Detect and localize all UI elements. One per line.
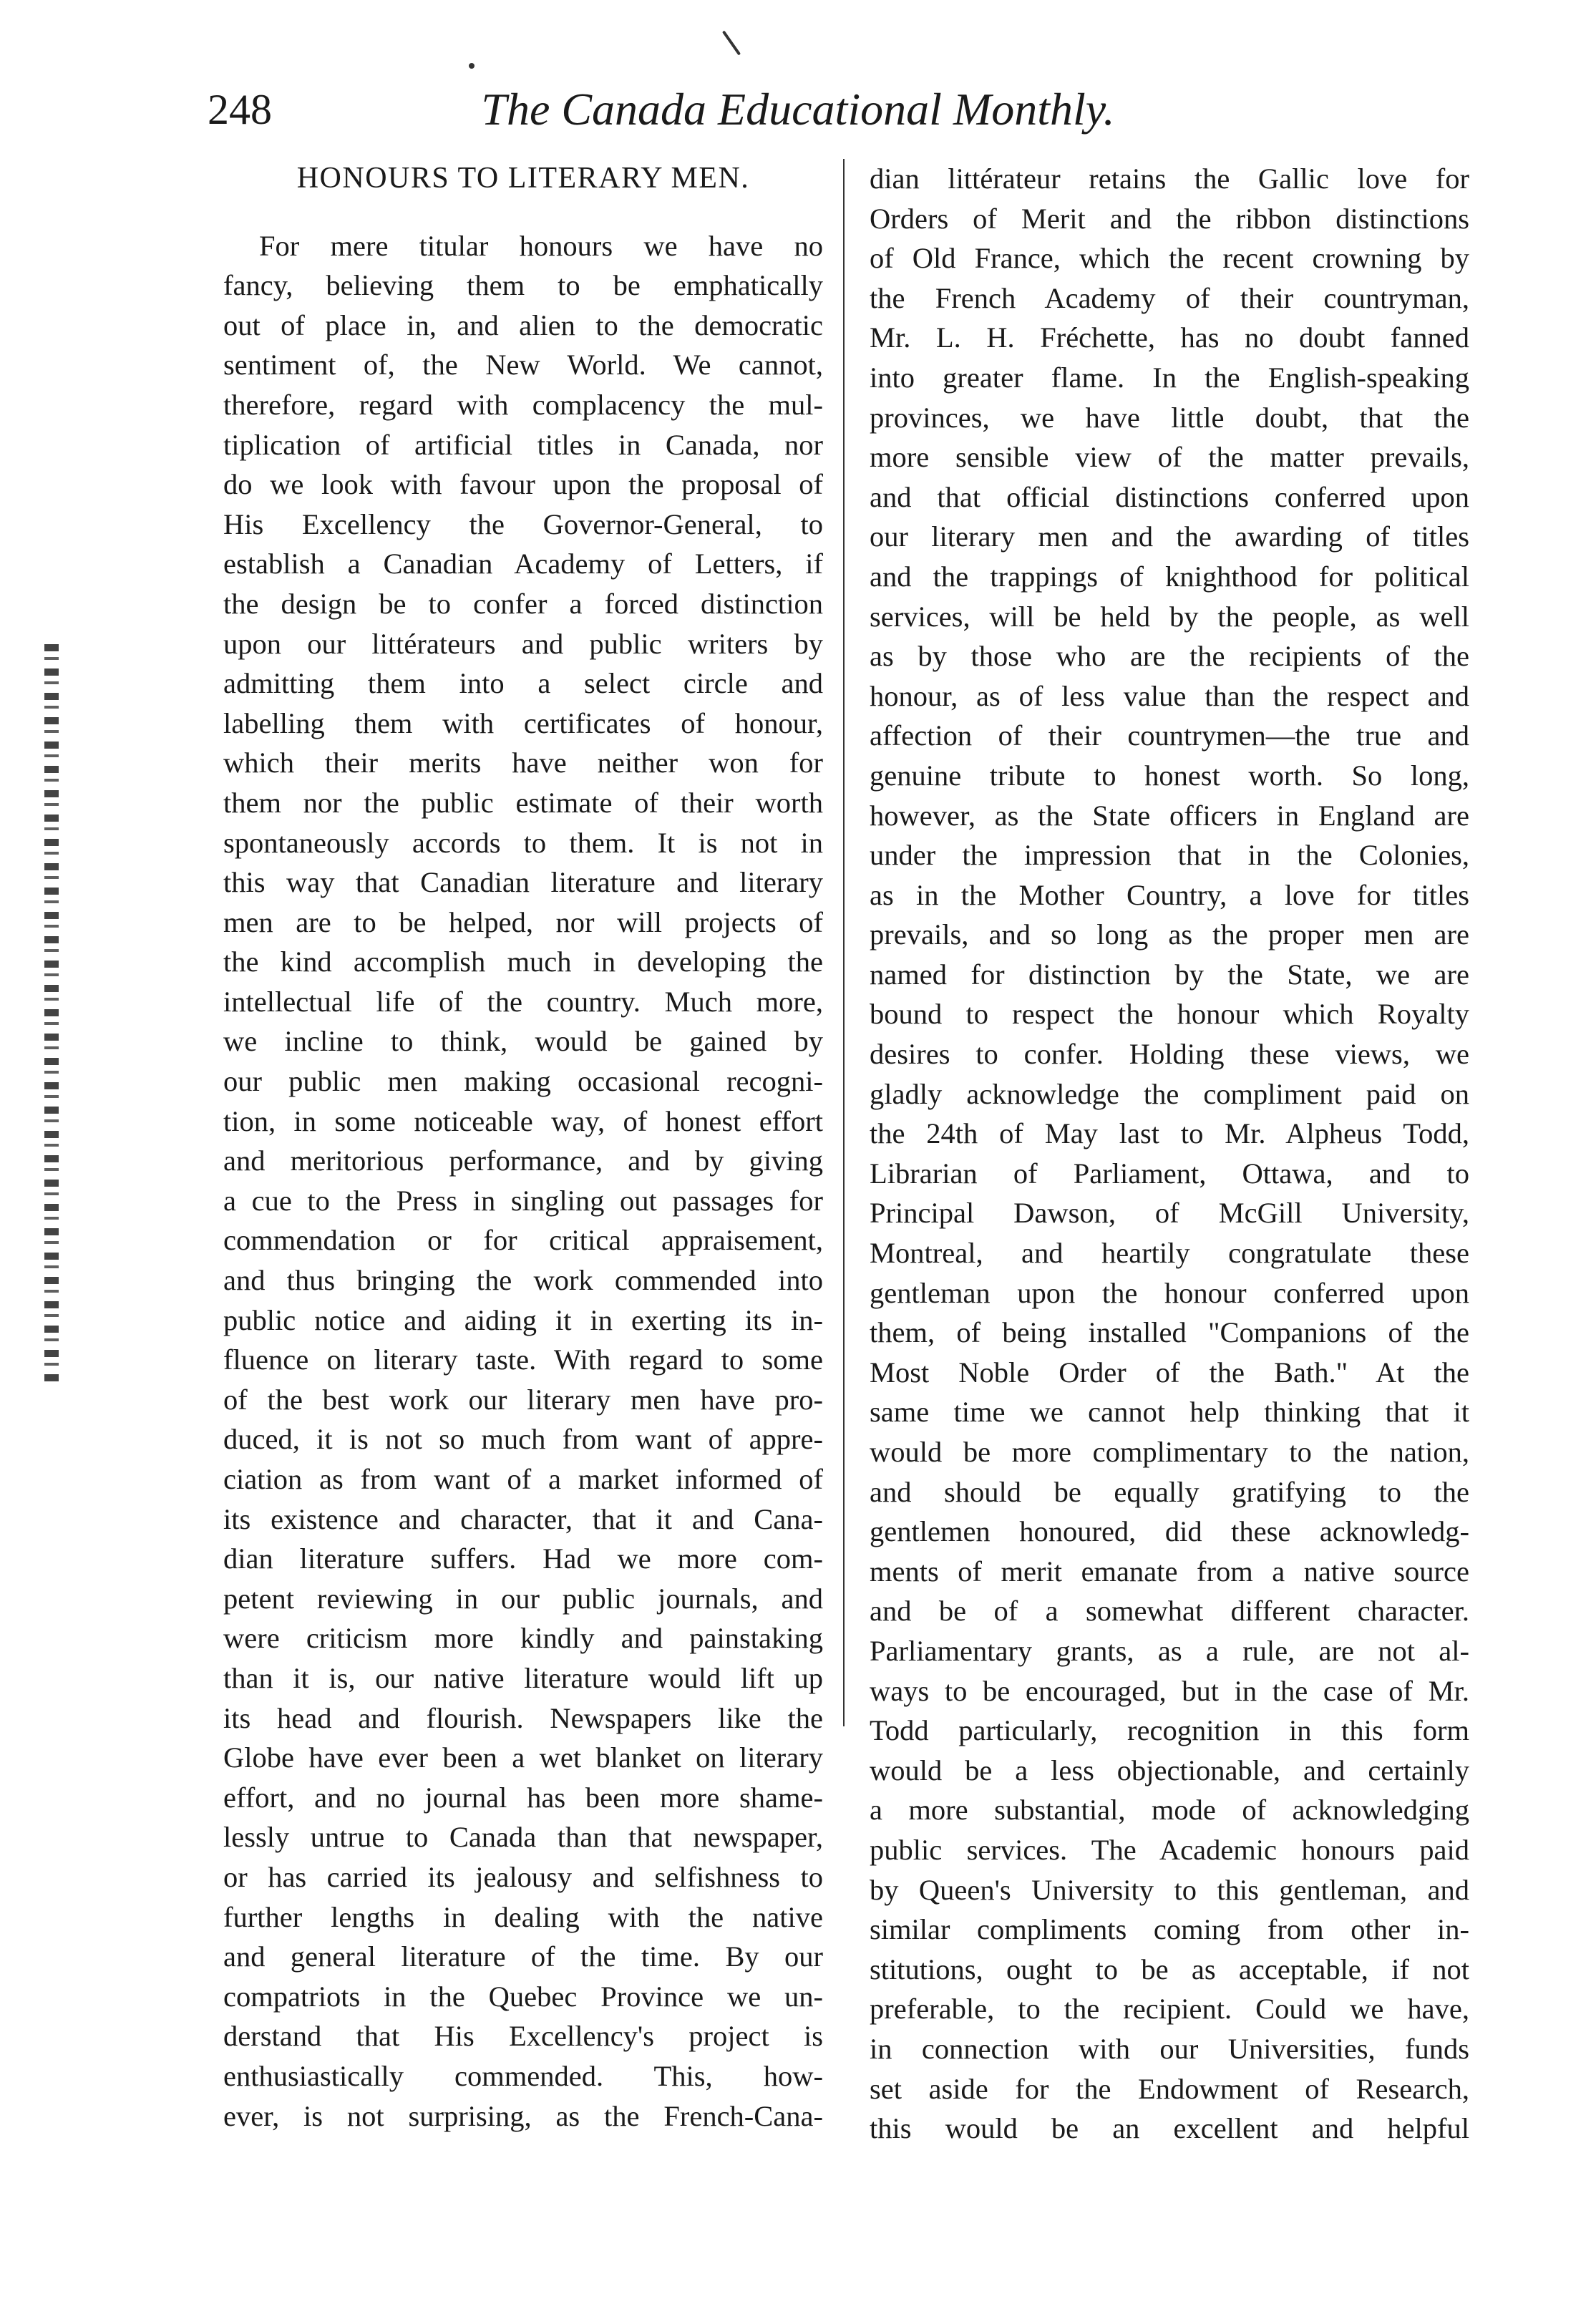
text-line: same time we cannot help thinking that it [870, 1396, 1469, 1429]
text-line: its existence and character, that it and Cana- [223, 1502, 823, 1535]
text-line: into greater flame. In the English-speaking [870, 361, 1469, 394]
text-line: gladly acknowledge the compliment paid on [870, 1077, 1469, 1110]
text-line: Montreal, and heartily congratulate these [870, 1237, 1469, 1270]
text-line: compatriots in the Quebec Province we un- [223, 1980, 823, 2013]
text-line: Mr. L. H. Fréchette, has no doubt fanned [870, 321, 1469, 354]
text-line: Orders of Merit and the ribbon distinctions [870, 202, 1469, 235]
text-line: them, of being installed "Companions of the [870, 1316, 1469, 1349]
page-header [0, 77, 1596, 142]
text-line: provinces, we have little doubt, that the [870, 401, 1469, 434]
text-line: as by those who are the recipients of the [870, 640, 1469, 673]
text-line: derstand that His Excellency's project is [223, 2020, 823, 2053]
text-line: and meritorious performance, and by giving [223, 1144, 823, 1177]
text-line: spontaneously accords to them. It is not in [223, 826, 823, 859]
text-line: commendation or for critical appraisement, [223, 1224, 823, 1257]
text-line: however, as the State officers in England are [870, 799, 1469, 832]
text-line: ways to be encouraged, but in the case of Mr. [870, 1674, 1469, 1707]
text-line: therefore, regard with complacency the mul- [223, 388, 823, 421]
text-line: and should be equally gratifying to the [870, 1475, 1469, 1508]
text-line: prevails, and so long as the proper men are [870, 918, 1469, 951]
text-line: establish a Canadian Academy of Letters, if [223, 548, 823, 580]
text-line: out of place in, and alien to the democratic [223, 308, 823, 341]
text-line: by Queen's University to this gentleman, and [870, 1873, 1469, 1906]
text-line: were criticism more kindly and painstaking [223, 1622, 823, 1655]
text-line: petent reviewing in our public journals, and [223, 1582, 823, 1615]
text-line: as in the Mother Country, a love for titles [870, 878, 1469, 911]
text-line: and the trappings of knighthood for political [870, 560, 1469, 593]
text-line: this would be an excellent and helpful [870, 2112, 1469, 2145]
text-line: and that official distinctions conferred upon [870, 480, 1469, 513]
text-line: intellectual life of the country. Much more, [223, 985, 823, 1018]
text-line: public services. The Academic honours paid [870, 1833, 1469, 1866]
text-line: the kind accomplish much in developing the [223, 945, 823, 978]
page-number: 248 [208, 86, 272, 133]
text-line: upon our littérateurs and public writers by [223, 627, 823, 660]
scan-speck [722, 30, 741, 55]
text-line: duced, it is not so much from want of appre- [223, 1423, 823, 1456]
text-line: Principal Dawson, of McGill University, [870, 1197, 1469, 1230]
text-line: of the best work our literary men have pro- [223, 1383, 823, 1416]
margin-scan-marks [44, 644, 59, 1381]
text-line: desires to confer. Holding these views, we [870, 1038, 1469, 1071]
text-line: would be a less objectionable, and certainly [870, 1754, 1469, 1786]
text-line: admitting them into a select circle and [223, 667, 823, 700]
text-line: in connection with our Universities, funds [870, 2032, 1469, 2065]
text-line: than it is, our native literature would lift up [223, 1661, 823, 1694]
text-line: genuine tribute to honest worth. So long, [870, 759, 1469, 792]
text-line: lessly untrue to Canada than that newspaper, [223, 1821, 823, 1854]
text-line: our public men making occasional recogni- [223, 1065, 823, 1098]
text-line: fluence on literary taste. With regard to some [223, 1343, 823, 1376]
left-column [223, 159, 823, 2136]
text-line: gentlemen honoured, did these acknowledg- [870, 1515, 1469, 1548]
text-line: dian littérateur retains the Gallic love for [870, 162, 1469, 195]
text-line: Most Noble Order of the Bath." At the [870, 1356, 1469, 1389]
text-line: which their merits have neither won for [223, 747, 823, 779]
column-divider [843, 159, 845, 1726]
text-line: the design be to confer a forced distinction [223, 587, 823, 620]
text-line: named for distinction by the State, we are [870, 958, 1469, 991]
text-line: its head and flourish. Newspapers like the [223, 1701, 823, 1734]
text-line: similar compliments coming from other in- [870, 1913, 1469, 1946]
right-column [870, 159, 1469, 2149]
text-line: would be more complimentary to the nation, [870, 1436, 1469, 1468]
article-heading: HONOURS TO LITERARY MEN. [296, 162, 750, 195]
text-line: stitutions, ought to be as acceptable, if not [870, 1953, 1469, 1985]
text-line: dian literature suffers. Had we more com- [223, 1542, 823, 1575]
text-line: Todd particularly, recognition in this form [870, 1714, 1469, 1747]
text-line: ever, is not surprising, as the French-Cana- [223, 2099, 823, 2132]
text-line: ments of merit emanate from a native source [870, 1555, 1469, 1588]
text-line: our literary men and the awarding of titles [870, 520, 1469, 553]
text-line: Librarian of Parliament, Ottawa, and to [870, 1157, 1469, 1190]
text-line: bound to respect the honour which Royalty [870, 998, 1469, 1031]
text-line: of Old France, which the recent crowning by [870, 242, 1469, 275]
journal-title: The Canada Educational Monthly. [481, 84, 1115, 135]
text-line: them nor the public estimate of their worth [223, 786, 823, 819]
text-line: a cue to the Press in singling out passages for [223, 1184, 823, 1217]
text-line: and thus bringing the work commended into [223, 1264, 823, 1297]
left-column-text [223, 226, 823, 2136]
text-line: affection of their countrymen—the true and [870, 719, 1469, 752]
text-line: ciation as from want of a market informed of [223, 1463, 823, 1495]
text-line: For mere titular honours we have no [259, 229, 823, 262]
text-line: honour, as of less value than the respect and [870, 679, 1469, 712]
text-line: this way that Canadian literature and literary [223, 866, 823, 899]
text-line: Globe have ever been a wet blanket on literary [223, 1741, 823, 1774]
text-line: more sensible view of the matter prevails, [870, 441, 1469, 474]
text-line: and general literature of the time. By our [223, 1940, 823, 1973]
text-line: enthusiastically commended. This, how- [223, 2059, 823, 2092]
text-line: public notice and aiding it in exerting its in- [223, 1303, 823, 1336]
text-line: do we look with favour upon the proposal of [223, 468, 823, 501]
text-line: or has carried its jealousy and selfishness to [223, 1860, 823, 1893]
text-line: services, will be held by the people, as well [870, 600, 1469, 633]
text-line: tiplication of artificial titles in Canada, nor [223, 428, 823, 461]
text-line: His Excellency the Governor-General, to [223, 507, 823, 540]
text-line: effort, and no journal has been more shame- [223, 1781, 823, 1814]
text-line: under the impression that in the Colonies, [870, 839, 1469, 872]
text-line: set aside for the Endowment of Research, [870, 2072, 1469, 2105]
right-column-text [870, 159, 1469, 2149]
text-line: fancy, believing them to be emphatically [223, 269, 823, 302]
text-line: and be of a somewhat different character. [870, 1595, 1469, 1628]
text-line: tion, in some noticeable way, of honest effort [223, 1104, 823, 1137]
text-line: Parliamentary grants, as a rule, are not al- [870, 1634, 1469, 1667]
text-line: the French Academy of their countryman, [870, 281, 1469, 314]
text-line: preferable, to the recipient. Could we have, [870, 1993, 1469, 2026]
text-line: labelling them with certificates of honour, [223, 706, 823, 739]
text-line: we incline to think, would be gained by [223, 1025, 823, 1058]
text-line: gentleman upon the honour conferred upon [870, 1276, 1469, 1309]
text-line: men are to be helped, nor will projects of [223, 905, 823, 938]
text-line: sentiment of, the New World. We cannot, [223, 349, 823, 381]
scan-speck [469, 63, 475, 69]
text-line: a more substantial, mode of acknowledging [870, 1794, 1469, 1827]
text-line: further lengths in dealing with the native [223, 1900, 823, 1933]
text-line: the 24th of May last to Mr. Alpheus Todd, [870, 1117, 1469, 1150]
